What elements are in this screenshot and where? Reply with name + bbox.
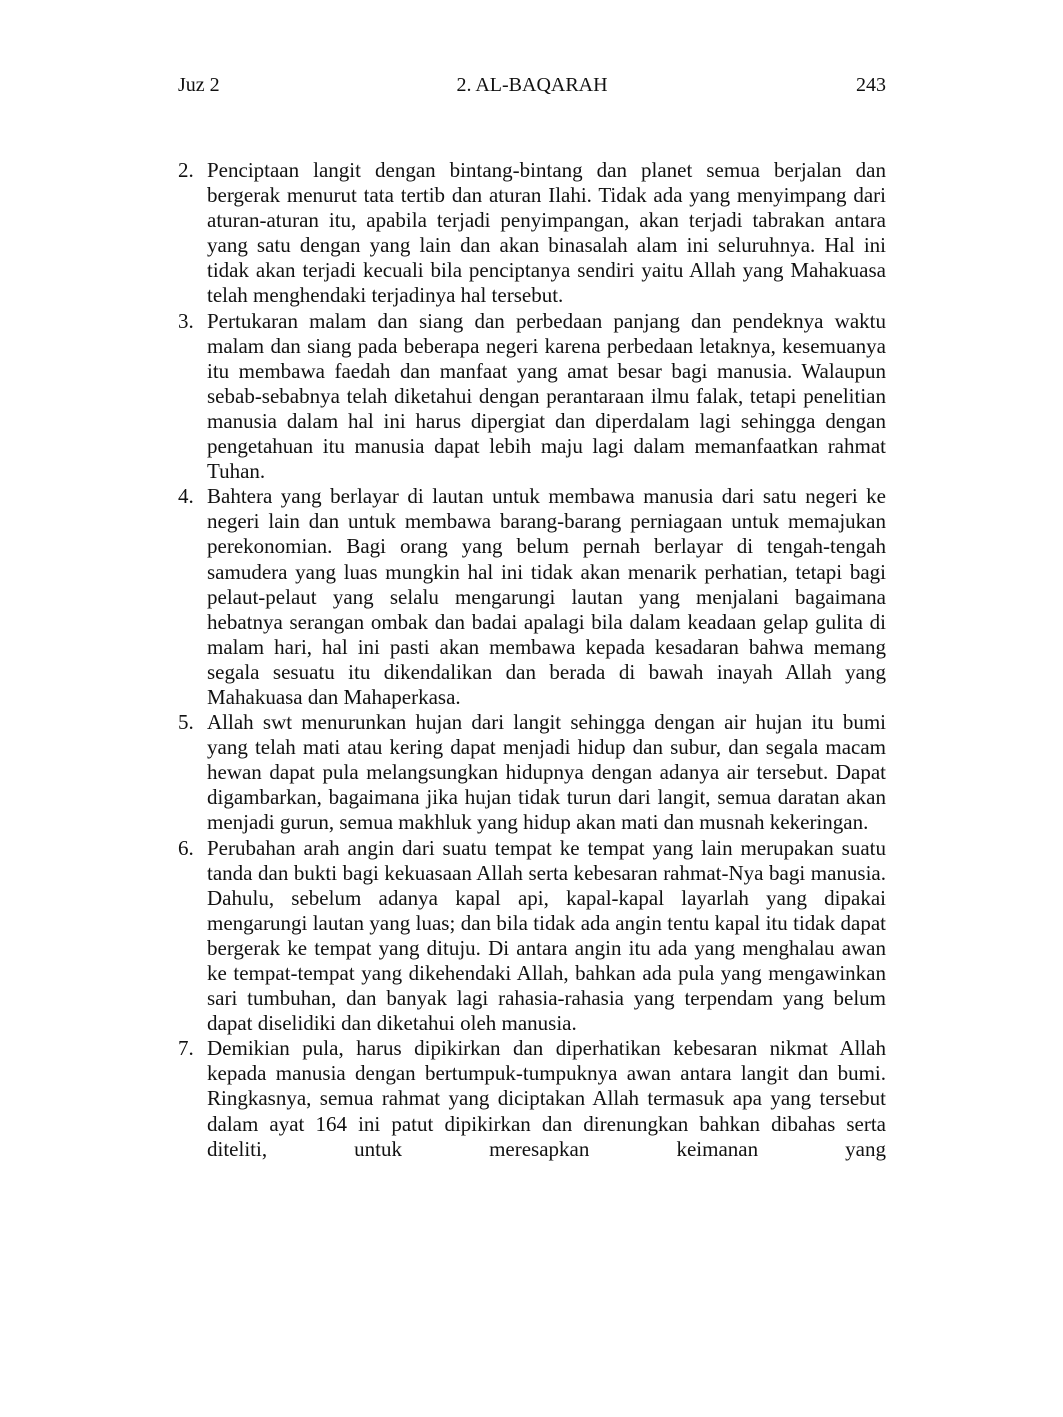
list-item xyxy=(178,836,886,1037)
list-item-text: Penciptaan langit dengan bintang-bintang dan planet semua berjalan dan bergerak menurut tata tertib dan aturan Ilahi. Tidak ada yang menyimpang dari aturan-aturan itu, apabila terjadi penyimpangan, akan terjadi tabrakan antara yang satu dengan yang lain dan akan binasalah alam ini seluruhnya. Hal ini tidak akan terjadi kecuali bila penciptanya sendiri yaitu Allah yang Mahakuasa telah menghendaki terjadinya hal tersebut. xyxy=(207,158,886,308)
list-item xyxy=(178,309,886,485)
list-item xyxy=(178,158,886,309)
list-item xyxy=(178,484,886,710)
list-item-text: Allah swt menurunkan hujan dari langit sehingga dengan air hujan itu bumi yang telah mati atau kering dapat menjadi hidup dan subur, dan segala macam hewan dapat pula melangsungkan hidupnya dengan adanya air tersebut. Dapat digambarkan, bagaimana jika hujan tidak turun dari langit, semua daratan akan menjadi gurun, semua makhluk yang hidup akan mati dan musnah kekeringan. xyxy=(207,710,886,835)
list-item-number: 2. xyxy=(178,158,194,182)
list-item-number: 3. xyxy=(178,308,194,333)
list-item-text: Pertukaran malam dan siang dan perbedaan panjang dan pendeknya waktu malam dan siang pada beberapa negeri karena perbedaan letaknya, kesemuanya itu membawa faedah dan manfaat yang amat besar bagi manusia. Walaupun sebab-sebabnya telah diketahui dengan perantaraan ilmu falak, tetapi penelitian manusia dalam hal ini harus dipergiat dan diperdalam lagi sehingga dengan pengetahuan itu manusia dapat lebih maju lagi dalam memanfaatkan rahmat Tuhan. xyxy=(207,308,886,484)
list-item-number: 7. xyxy=(178,1036,194,1061)
list-item-number: 6. xyxy=(178,835,194,860)
page-number: 243 xyxy=(856,74,886,96)
list-item-text: Bahtera yang berlayar di lautan untuk membawa manusia dari satu negeri ke negeri lain dan untuk membawa barang-barang perniagaan untuk memajukan perekonomian. Bagi orang yang belum pernah berlayar di tengah-tengah samudera yang luas mungkin hal ini tidak akan menarik perhatian, tetapi bagi pelaut-pelaut yang selalu mengarungi lautan yang menjalani bagaimana hebatnya serangan ombak dan badai apalagi bila dalam keadaan gelap gulita di malam hari, hal ini pasti akan membawa kepada kesadaran bahwa memang segala sesuatu itu dikendalikan dan berada di bawah inayah Allah yang Mahakuasa dan Mahaperkasa. xyxy=(207,484,886,709)
numbered-list xyxy=(178,158,886,1162)
list-item xyxy=(178,710,886,835)
list-item-text: Perubahan arah angin dari suatu tempat ke tempat yang lain merupakan suatu tanda dan bukti bagi kekuasaan Allah serta kebesaran rahmat-Nya bagi manusia. Dahulu, sebelum adanya kapal api, kapal-kapal layarlah yang dipakai mengarungi lautan yang luas; dan bila tidak ada angin tentu kapal itu tidak dapat bergerak ke tempat yang dituju. Di antara angin itu ada yang menghalau awan ke tempat-tempat yang dikehendaki Allah, bahkan ada pula yang mengawinkan sari tumbuhan, dan banyak lagi rahasia-rahasia yang terpendam yang belum dapat diselidiki dan diketahui oleh manusia. xyxy=(207,835,886,1036)
list-item-number: 5. xyxy=(178,710,194,735)
list-item-text: Demikian pula, harus dipikirkan dan diperhatikan kebesaran nikmat Allah kepada manusia dengan bertumpuk-tumpuknya awan antara langit dan bumi. Ringkasnya, semua rahmat yang diciptakan Allah termasuk apa yang tersebut dalam ayat 164 ini patut dipikirkan dan direnungkan bahkan dibahas serta diteliti, untuk meresapkan keimanan yang xyxy=(207,1036,886,1161)
chapter-title: 2. AL-BAQARAH xyxy=(456,74,608,96)
juz-label: Juz 2 xyxy=(178,74,220,96)
list-item-number: 4. xyxy=(178,484,194,509)
list-item xyxy=(178,1036,886,1161)
running-header xyxy=(178,70,886,100)
